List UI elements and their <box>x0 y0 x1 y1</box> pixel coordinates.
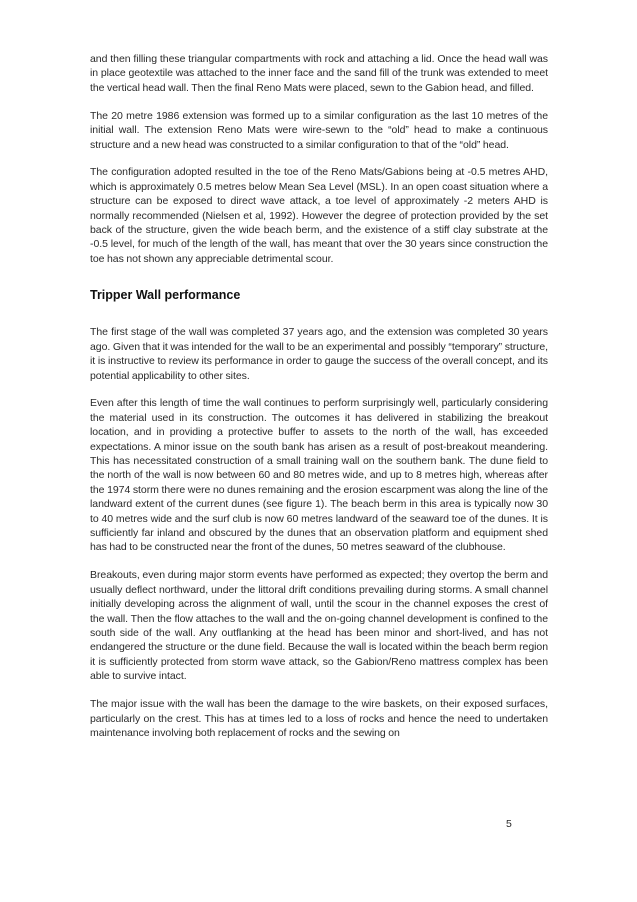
document-page <box>90 52 548 740</box>
body-paragraph: The major issue with the wall has been the damage to the wire baskets, on their exposed surfaces, particularly on the crest. This has at times led to a loss of rocks and hence the need to undertaken maintenance involving both replacement of rocks and the sewing on <box>90 698 548 739</box>
section-heading: Tripper Wall performance <box>90 288 241 303</box>
page-number: 5 <box>506 818 512 830</box>
body-paragraph: The first stage of the wall was completed 37 years ago, and the extension was completed 30 years ago. Given that it was intended for the wall to be an experimental and possibly “temporary” structure, it is instructive to review its performance in order to gauge the success of the overall concept, and its potential applicability to other sites. <box>90 326 548 382</box>
body-paragraph: Breakouts, even during major storm events have performed as expected; they overtop the berm and usually deflect northward, under the littoral drift conditions prevailing during storms. A small channel initially developing across the alignment of wall, until the scour in the channel exposes the crest of the wall. Then the flow attaches to the wall and the on-going channel development is confined to the south side of the wall. Any outflanking at the head has been minor and short-lived, and has not endangered the structure or the dune field. Because the wall is located within the beach berm region it is sufficiently protected from storm wave attack, so the Gabion/Reno mattress complex has been able to survive intact. <box>90 569 548 683</box>
body-paragraph: The 20 metre 1986 extension was formed up to a similar configuration as the last 10 metres of the initial wall. The extension Reno Mats were wire-sewn to the “old” head to make a continuous structure and a new head was constructed to a similar configuration to that of the “old” head. <box>90 109 548 151</box>
body-paragraph: The configuration adopted resulted in the toe of the Reno Mats/Gabions being at -0.5 metres AHD, which is approximately 0.5 metres below Mean Sea Level (MSL). In an open coast situation where a structure can be exposed to direct wave attack, a toe level of approximately -2 meters AHD is normally recommended (Nielsen et al, 1992). However the degree of protection provided by the set back of the structure, given the wide beach berm, and the existence of a stiff clay substrate at the -0.5 level, for much of the length of the wall, has meant that over the 30 years since construction the toe has not shown any appreciable detrimental scour. <box>90 166 548 265</box>
body-paragraph: Even after this length of time the wall continues to perform surprisingly well, particularly considering the material used in its construction. The outcomes it has delivered in stabilizing the breakout location, and in providing a protective buffer to assets to the north of the wall, has exceeded expectations. A minor issue on the south bank has arisen as a result of post-breakout meandering. This has necessitated construction of a small training wall on the southern bank. The dune field to the north of the wall is now between 60 and 80 metres wide, and up to 8 metres high, whereas after the 1974 storm there were no dunes remaining and the erosion escarpment was along the line of the landward extent of the current dunes (see figure 1). The beach berm in this area is typically now 30 to 40 metres wide and the surf club is now 60 metres landward of the seaward toe of the dunes. It is sufficiently far inland and obscured by the dunes that an observation platform and equipment shed has had to be constructed near the front of the dunes, 50 metres seaward of the clubhouse. <box>90 397 548 554</box>
body-paragraph: and then filling these triangular compartments with rock and attaching a lid. Once the head wall was in place geotextile was attached to the inner face and the sand fill of the trunk was extended to meet the vertical head wall. Then the final Reno Mats were placed, sewn to the Gabion head, and filled. <box>90 53 548 94</box>
